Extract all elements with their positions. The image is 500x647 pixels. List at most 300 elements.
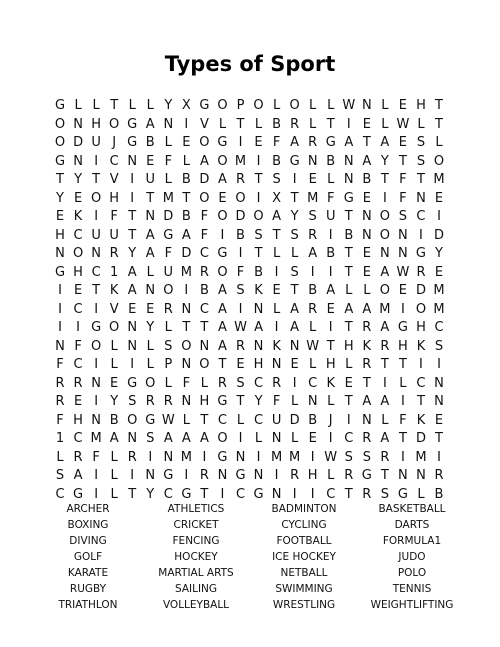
grid-letter: L (128, 98, 136, 114)
grid-letter: H (91, 116, 101, 132)
grid-letter: L (327, 468, 335, 484)
word-list-item: WEIGHTLIFTING (370, 599, 454, 611)
grid-letter: N (181, 357, 192, 373)
grid-row (51, 412, 448, 431)
word-list-item: BASKETBALL (378, 503, 446, 515)
grid-letter: I (184, 283, 189, 299)
grid-letter: I (419, 357, 423, 373)
grid-letter: N (145, 209, 156, 225)
grid-letter: G (127, 116, 138, 132)
grid-letter: T (416, 172, 425, 188)
grid-letter: K (416, 338, 426, 354)
grid-letter: E (73, 283, 83, 299)
grid-letter: N (416, 190, 426, 206)
grid-letter: D (235, 209, 246, 225)
grid-letter: A (109, 431, 119, 447)
grid-letter: R (290, 116, 300, 132)
grid-letter: S (164, 338, 173, 354)
grid-letter: I (58, 320, 62, 336)
grid-letter: N (398, 227, 408, 243)
grid-letter: K (73, 209, 83, 225)
grid-letter: F (272, 135, 281, 151)
grid-letter: S (290, 264, 299, 280)
grid-letter: U (91, 227, 101, 243)
grid-letter: L (146, 264, 154, 280)
grid-letter: I (274, 320, 279, 336)
grid-row (51, 116, 448, 135)
grid-letter: T (254, 172, 263, 188)
grid-letter: K (272, 338, 281, 354)
grid-letter: A (145, 246, 155, 262)
grid-letter: I (94, 394, 99, 410)
grid-row (51, 171, 448, 190)
grid-letter: O (163, 283, 174, 299)
grid-letter: T (344, 264, 353, 280)
grid-letter: A (380, 320, 390, 336)
grid-letter: E (398, 135, 408, 151)
grid-letter: Y (380, 153, 389, 169)
grid-letter: K (326, 375, 335, 391)
grid-letter: V (199, 116, 209, 132)
grid-letter: E (55, 209, 65, 225)
grid-letter: R (308, 227, 318, 243)
grid-letter: A (181, 431, 191, 447)
grid-letter: E (362, 246, 371, 262)
grid-letter: R (109, 246, 119, 262)
grid-letter: A (290, 320, 300, 336)
grid-letter: T (56, 172, 64, 188)
grid-letter: L (92, 98, 100, 114)
grid-letter: E (308, 431, 317, 447)
grid-letter: I (400, 449, 405, 465)
grid-letter: M (379, 301, 391, 317)
grid-letter: L (291, 246, 299, 262)
grid-row (51, 208, 448, 227)
grid-letter: R (416, 264, 426, 280)
grid-letter: M (180, 449, 192, 465)
grid-row (51, 264, 448, 283)
grid-letter: T (254, 246, 263, 262)
grid-letter: L (327, 172, 335, 188)
grid-letter: L (309, 98, 317, 114)
grid-letter: N (361, 209, 372, 225)
word-list-item: FORMULA1 (382, 535, 442, 547)
grid-letter: C (73, 431, 83, 447)
grid-letter: S (416, 153, 426, 169)
word-list-item: DIVING (69, 535, 107, 547)
grid-letter: L (254, 431, 263, 447)
grid-letter: D (73, 135, 84, 151)
grid-letter: A (181, 227, 191, 243)
grid-letter: X (181, 98, 191, 114)
grid-letter: B (254, 264, 263, 280)
grid-letter: F (200, 227, 209, 243)
grid-letter: O (109, 116, 120, 132)
grid-letter: F (272, 394, 281, 410)
grid-letter: L (74, 98, 82, 114)
word-list (34, 501, 466, 613)
word-list-item: GOLF (73, 551, 103, 563)
grid-letter: N (343, 172, 354, 188)
grid-letter: E (73, 394, 83, 410)
grid-letter: R (73, 449, 83, 465)
grid-letter: I (437, 357, 441, 373)
grid-letter: N (289, 338, 300, 354)
grid-letter: G (217, 394, 228, 410)
grid-letter: C (109, 153, 119, 169)
grid-letter: H (325, 357, 336, 373)
grid-letter: L (399, 375, 407, 391)
grid-letter: D (181, 246, 192, 262)
grid-letter: L (110, 449, 118, 465)
grid-letter: A (217, 283, 227, 299)
grid-letter: I (238, 301, 243, 317)
grid-letter: N (55, 246, 65, 262)
grid-letter: A (163, 431, 173, 447)
grid-letter: A (380, 264, 390, 280)
grid-letter: E (110, 375, 119, 391)
grid-letter: N (217, 468, 228, 484)
grid-letter: I (94, 468, 99, 484)
grid-letter: G (163, 227, 174, 243)
grid-letter: F (56, 357, 64, 373)
grid-letter: G (325, 135, 336, 151)
grid-letter: G (217, 135, 228, 151)
word-list-item: JUDO (398, 551, 426, 563)
grid-letter: N (343, 153, 354, 169)
word-list-item: VOLLEYBALL (162, 599, 230, 611)
grid-letter: R (55, 375, 65, 391)
grid-letter: R (199, 264, 209, 280)
grid-letter: U (109, 227, 119, 243)
grid-letter: R (308, 301, 318, 317)
grid-letter: T (128, 209, 137, 225)
grid-letter: G (289, 153, 300, 169)
grid-letter: E (434, 190, 444, 206)
grid-row (51, 338, 448, 357)
grid-letter: T (128, 486, 137, 502)
grid-letter: P (164, 357, 173, 373)
grid-letter: N (361, 227, 372, 243)
grid-letter: S (434, 338, 444, 354)
grid-letter: P (236, 98, 245, 114)
grid-letter: T (218, 357, 227, 373)
grid-letter: Y (56, 190, 64, 206)
grid-letter: H (398, 338, 408, 354)
grid-letter: N (235, 449, 246, 465)
grid-letter: Y (146, 320, 155, 336)
grid-row (51, 153, 448, 172)
grid-letter: N (380, 246, 390, 262)
grid-letter: M (415, 449, 427, 465)
grid-letter: N (416, 468, 426, 484)
grid-letter: T (128, 227, 137, 243)
grid-letter: D (289, 412, 300, 428)
grid-letter: U (271, 412, 282, 428)
grid-letter: A (73, 468, 83, 484)
grid-letter: O (235, 190, 246, 206)
grid-letter: N (145, 283, 156, 299)
grid-letter: R (235, 172, 246, 188)
grid-letter: O (181, 338, 192, 354)
grid-letter: T (92, 172, 101, 188)
grid-letter: I (202, 449, 207, 465)
grid-letter: I (184, 468, 189, 484)
grid-letter: G (163, 468, 174, 484)
grid-letter: T (200, 412, 209, 428)
grid-letter: H (343, 338, 354, 354)
grid-letter: S (55, 468, 65, 484)
grid-letter: E (128, 301, 137, 317)
grid-letter: I (130, 172, 135, 188)
grid-letter: G (145, 412, 156, 428)
grid-letter: R (362, 357, 372, 373)
grid-letter: O (217, 431, 228, 447)
grid-letter: L (110, 486, 118, 502)
grid-letter: K (109, 283, 119, 299)
grid-row (51, 375, 448, 394)
grid-letter: E (326, 301, 335, 317)
grid-letter: B (236, 227, 245, 243)
grid-letter: L (146, 98, 154, 114)
grid-letter: T (344, 394, 353, 410)
grid-letter: Y (74, 172, 83, 188)
grid-letter: E (434, 264, 444, 280)
grid-letter: M (180, 264, 192, 280)
grid-letter: R (380, 449, 390, 465)
grid-letter: O (379, 283, 390, 299)
grid-letter: L (164, 375, 172, 391)
grid-letter: R (55, 394, 65, 410)
grid-letter: I (346, 116, 351, 132)
grid-letter: J (112, 135, 117, 151)
grid-letter: Y (435, 246, 443, 262)
grid-letter: I (382, 190, 387, 206)
grid-letter: O (253, 98, 264, 114)
grid-letter: E (362, 116, 371, 132)
grid-letter: C (235, 486, 246, 502)
grid-letter: I (94, 357, 99, 373)
grid-letter: E (398, 98, 408, 114)
grid-letter: R (127, 449, 137, 465)
grid-letter: M (307, 190, 319, 206)
grid-letter: A (380, 394, 390, 410)
grid-letter: B (272, 153, 282, 169)
word-list-item: TENNIS (392, 583, 432, 595)
grid-row (51, 97, 448, 116)
grid-letter: I (94, 153, 99, 169)
grid-letter: T (326, 116, 335, 132)
grid-letter: L (363, 283, 371, 299)
grid-letter: W (324, 449, 338, 465)
grid-letter: E (362, 190, 371, 206)
grid-letter: T (200, 486, 209, 502)
grid-letter: T (200, 320, 209, 336)
grid-letter: C (254, 412, 264, 428)
word-list-item: ATHLETICS (167, 503, 225, 515)
grid-letter: O (415, 301, 427, 317)
grid-letter: H (253, 357, 264, 373)
grid-letter: E (236, 357, 245, 373)
grid-letter: I (94, 209, 99, 225)
grid-letter: M (162, 190, 174, 206)
grid-letter: U (163, 264, 174, 280)
grid-letter: H (109, 190, 120, 206)
grid-letter: H (307, 468, 318, 484)
grid-letter: O (217, 98, 228, 114)
grid-letter: S (236, 283, 245, 299)
grid-letter: L (182, 153, 190, 169)
grid-letter: L (345, 283, 353, 299)
grid-letter: E (398, 283, 408, 299)
grid-letter: Y (164, 98, 173, 114)
grid-letter: T (398, 431, 407, 447)
grid-letter: B (362, 172, 372, 188)
grid-letter: N (127, 320, 138, 336)
grid-letter: N (55, 338, 65, 354)
grid-letter: E (362, 264, 371, 280)
grid-letter: M (433, 172, 445, 188)
grid-letter: R (73, 375, 83, 391)
word-list-item: BADMINTON (271, 503, 337, 515)
grid-letter: L (417, 116, 425, 132)
grid-letter: M (433, 283, 445, 299)
grid-letter: G (127, 135, 138, 151)
grid-letter: C (199, 246, 209, 262)
grid-letter: T (435, 116, 443, 132)
grid-letter: T (110, 98, 119, 114)
grid-letter: G (361, 468, 372, 484)
grid-letter: A (217, 320, 227, 336)
grid-letter: L (272, 98, 281, 114)
grid-letter: B (344, 227, 354, 243)
grid-letter: G (54, 153, 66, 169)
grid-letter: F (326, 190, 335, 206)
grid-letter: L (236, 412, 245, 428)
grid-letter: E (434, 412, 444, 428)
grid-letter: E (254, 135, 263, 151)
grid-letter: N (271, 486, 282, 502)
grid-letter: A (127, 264, 137, 280)
grid-letter: U (91, 135, 101, 151)
grid-letter: G (415, 246, 426, 262)
grid-letter: L (110, 338, 118, 354)
word-list-item: RUGBY (69, 583, 107, 595)
grid-letter: K (416, 412, 426, 428)
grid-letter: S (254, 227, 263, 243)
grid-letter: T (326, 338, 335, 354)
grid-letter: Y (110, 394, 119, 410)
grid-letter: N (91, 246, 101, 262)
grid-letter: R (362, 486, 372, 502)
grid-letter: A (290, 135, 300, 151)
word-list-item: KARATE (67, 567, 109, 579)
grid-letter: N (127, 431, 138, 447)
grid-letter: C (91, 264, 101, 280)
grid-letter: L (381, 98, 389, 114)
grid-letter: H (55, 227, 65, 243)
word-list-item: BOXING (67, 519, 109, 531)
grid-letter: N (253, 301, 264, 317)
grid-letter: I (292, 375, 297, 391)
grid-row (51, 356, 448, 375)
grid-letter: T (236, 116, 245, 132)
grid-letter: C (326, 486, 336, 502)
grid-letter: W (234, 320, 247, 336)
grid-letter: E (146, 153, 155, 169)
grid-letter: G (217, 449, 228, 465)
grid-letter: R (434, 468, 444, 484)
grid-letter: O (199, 190, 210, 206)
grid-letter: I (400, 301, 405, 317)
grid-letter: I (238, 431, 243, 447)
grid-letter: I (382, 375, 387, 391)
grid-letter: I (328, 320, 333, 336)
grid-letter: T (344, 320, 353, 336)
grid-letter: L (146, 357, 154, 373)
grid-letter: L (110, 357, 118, 373)
grid-letter: T (290, 190, 299, 206)
grid-letter: S (128, 394, 137, 410)
grid-letter: F (182, 375, 191, 391)
grid-letter: R (362, 431, 372, 447)
grid-letter: G (217, 246, 228, 262)
grid-letter: G (199, 98, 210, 114)
grid-row (51, 467, 448, 486)
grid-letter: F (200, 209, 209, 225)
grid-letter: W (161, 412, 175, 428)
grid-letter: I (238, 246, 243, 262)
grid-letter: L (56, 449, 64, 465)
grid-letter: N (398, 468, 408, 484)
grid-letter: L (345, 357, 353, 373)
grid-letter: Y (290, 209, 299, 225)
grid-letter: A (127, 283, 137, 299)
grid-letter: H (73, 412, 83, 428)
grid-letter: F (92, 449, 100, 465)
grid-letter: L (146, 338, 154, 354)
word-list-item: CRICKET (173, 519, 219, 531)
grid-letter: G (91, 320, 102, 336)
grid-letter: T (362, 375, 371, 391)
grid-letter: T (435, 431, 443, 447)
grid-letter: D (415, 431, 426, 447)
grid-letter: F (399, 190, 407, 206)
grid-letter: A (362, 153, 372, 169)
grid-letter: Y (254, 394, 263, 410)
grid-letter: L (435, 135, 443, 151)
grid-letter: F (74, 338, 82, 354)
grid-letter: T (92, 283, 101, 299)
grid-letter: L (327, 98, 335, 114)
grid-letter: A (254, 320, 263, 336)
grid-letter: F (236, 264, 245, 280)
grid-letter: I (220, 486, 225, 502)
grid-row (51, 245, 448, 264)
grid-letter: A (362, 301, 372, 317)
grid-letter: N (307, 153, 318, 169)
grid-letter: L (164, 135, 172, 151)
word-list-item: CYCLING (281, 519, 327, 531)
grid-letter: O (145, 375, 156, 391)
grid-letter: I (328, 264, 333, 280)
grid-letter: X (272, 190, 282, 206)
grid-letter: V (109, 172, 119, 188)
grid-letter: I (310, 264, 315, 280)
grid-letter: I (292, 486, 297, 502)
grid-letter: N (127, 153, 138, 169)
grid-letter: L (164, 320, 172, 336)
